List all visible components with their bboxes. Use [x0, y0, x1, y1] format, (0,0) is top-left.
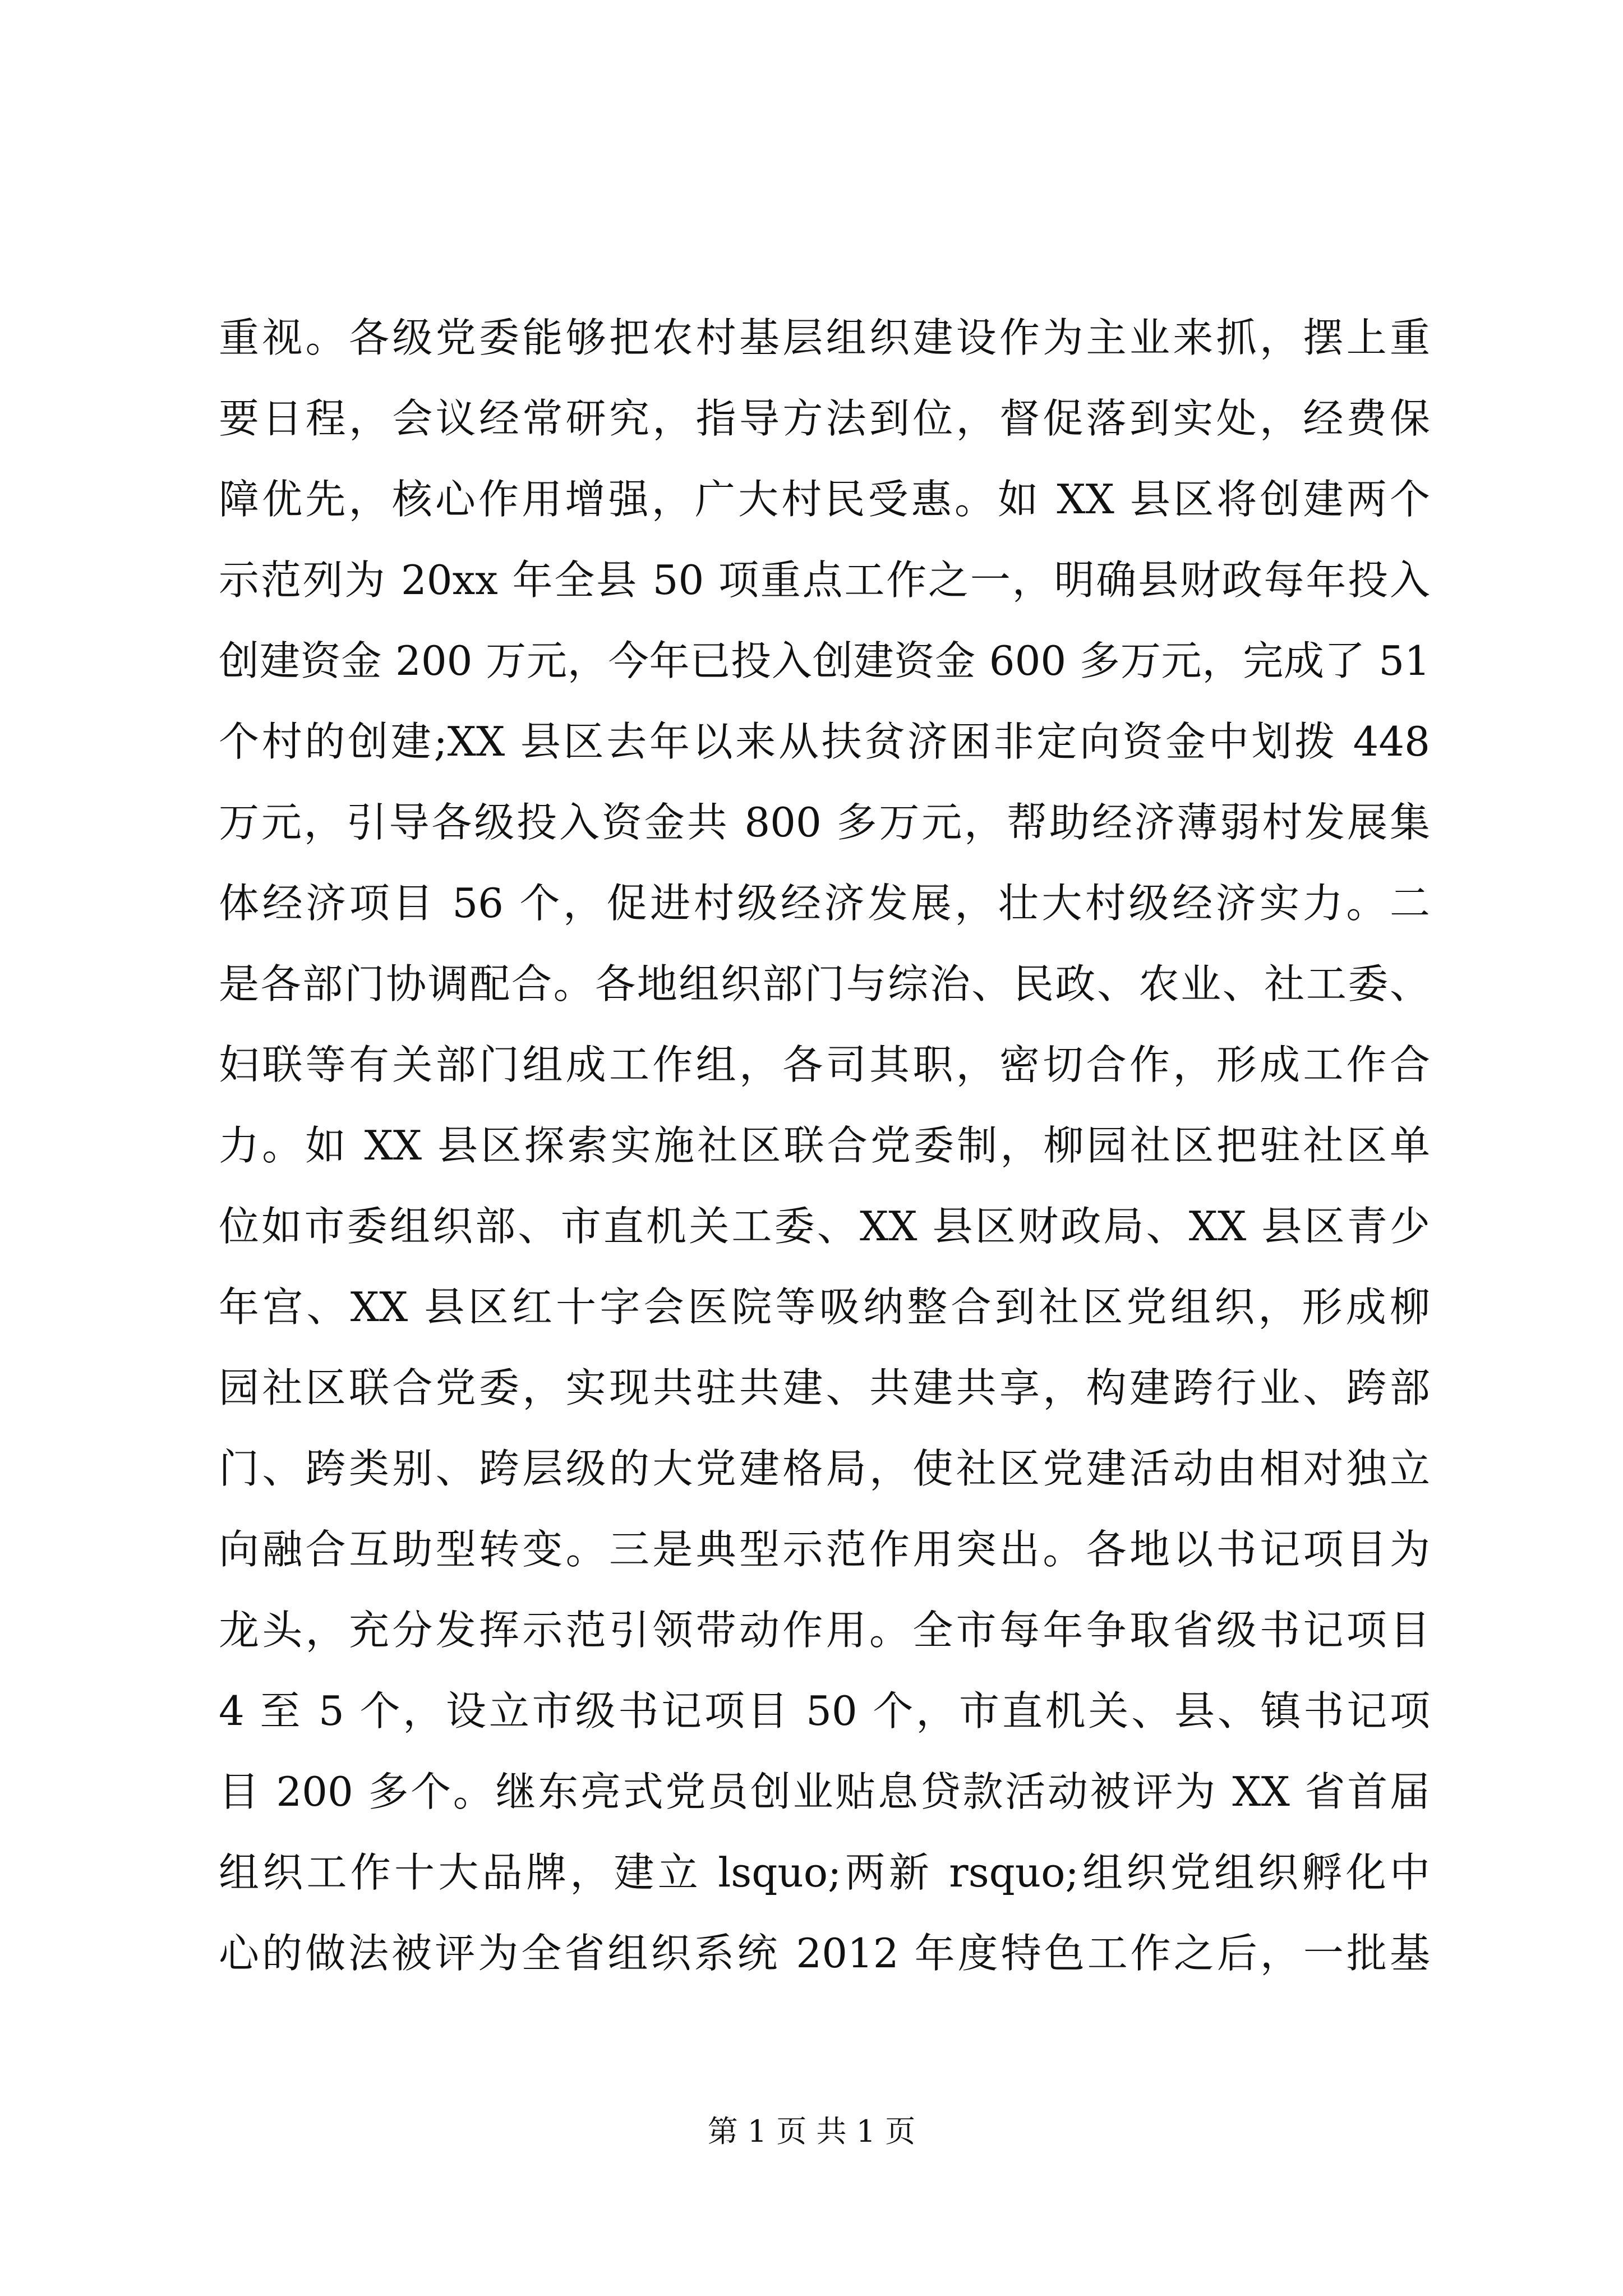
text-line: 是各部门协调配合。各地组织部门与综治、民政、农业、社工委、	[219, 960, 1430, 1007]
text-line: 创建资金 200 万元，今年已投入创建资金 600 多万元，完成了 51	[219, 637, 1430, 684]
text-line: 要日程，会议经常研究，指导方法到位，督促落到实处，经费保	[219, 395, 1430, 442]
text-line: 力。如 XX 县区探索实施社区联合党委制，柳园社区把驻社区单	[219, 1122, 1430, 1169]
text-line: 园社区联合党委，实现共驻共建、共建共享，构建跨行业、跨部	[219, 1364, 1430, 1411]
text-line: 年宫、XX 县区红十字会医院等吸纳整合到社区党组织，形成柳	[219, 1283, 1430, 1331]
text-line: 龙头，充分发挥示范引领带动作用。全市每年争取省级书记项目	[219, 1607, 1430, 1654]
text-line: 妇联等有关部门组成工作组，各司其职，密切合作，形成工作合	[219, 1041, 1430, 1088]
text-line: 障优先，核心作用增强，广大村民受惠。如 XX 县区将创建两个	[219, 476, 1430, 523]
text-line: 心的做法被评为全省组织系统 2012 年度特色工作之后，一批基	[219, 1930, 1430, 1977]
body-paragraph	[219, 297, 1430, 1994]
text-line: 个村的创建;XX 县区去年以来从扶贫济困非定向资金中划拨 448	[219, 718, 1430, 765]
text-line: 门、跨类别、跨层级的大党建格局，使社区党建活动由相对独立	[219, 1445, 1430, 1492]
text-line: 组织工作十大品牌，建立 lsquo;两新 rsquo;组织党组织孵化中	[219, 1849, 1430, 1896]
text-line: 目 200 多个。继东亮式党员创业贴息贷款活动被评为 XX 省首届	[219, 1768, 1430, 1815]
text-line: 向融合互助型转变。三是典型示范作用突出。各地以书记项目为	[219, 1526, 1430, 1573]
text-line: 体经济项目 56 个，促进村级经济发展，壮大村级经济实力。二	[219, 880, 1430, 927]
text-line: 位如市委组织部、市直机关工委、XX 县区财政局、XX 县区青少	[219, 1203, 1430, 1250]
text-line: 4 至 5 个，设立市级书记项目 50 个，市直机关、县、镇书记项	[219, 1687, 1430, 1734]
page-number-footer: 第 1 页 共 1 页	[707, 2114, 916, 2149]
text-line: 万元，引导各级投入资金共 800 多万元，帮助经济薄弱村发展集	[219, 799, 1430, 846]
text-line: 示范列为 20xx 年全县 50 项重点工作之一，明确县财政每年投入	[219, 556, 1430, 604]
text-line: 重视。各级党委能够把农村基层组织建设作为主业来抓，摆上重	[219, 314, 1430, 361]
